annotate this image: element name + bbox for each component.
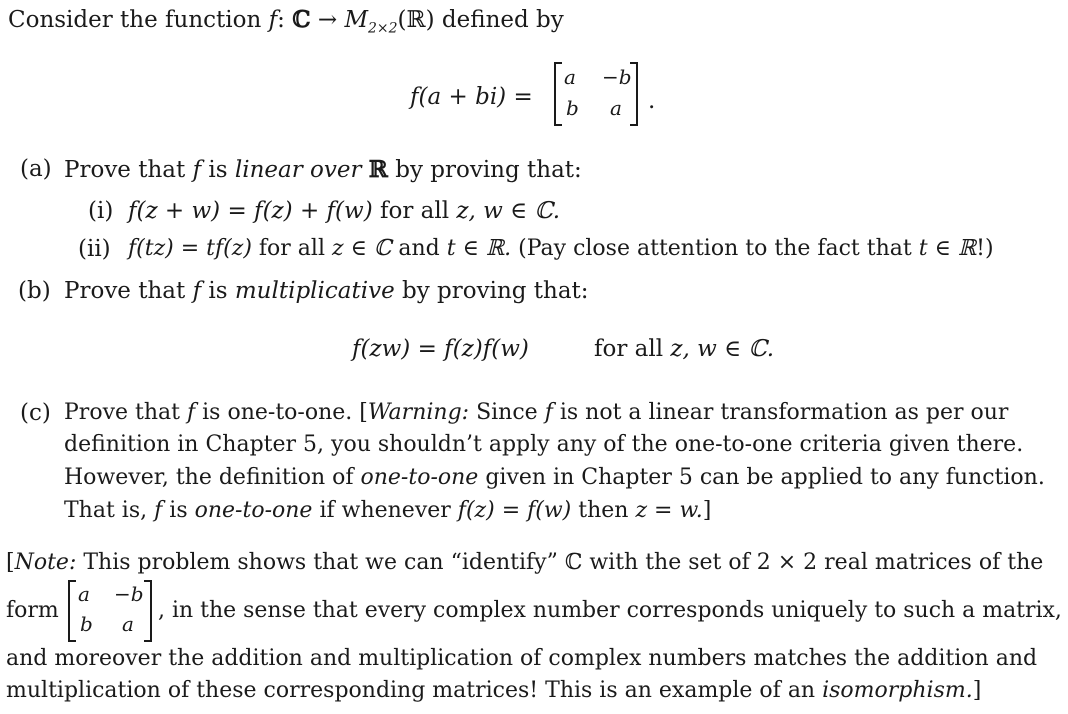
part-a-text: Prove that	[64, 157, 186, 183]
part-c-text: is	[169, 498, 188, 523]
part-c-text: Since	[476, 400, 538, 425]
function-symbol: f	[268, 7, 278, 33]
matrix-entry: a	[564, 65, 576, 89]
note-text: multiplication of these corresponding matrices! This is an example of an	[6, 678, 816, 703]
one-to-one-emphasis: one-to-one	[360, 465, 479, 490]
real-set: ℝ	[368, 156, 388, 183]
bracket-close: ]	[702, 498, 712, 523]
defined-by-text: defined by	[441, 7, 564, 33]
matrix-entry: a	[610, 96, 622, 120]
real-set: (ℝ)	[397, 7, 435, 33]
matrix-entry: −b	[602, 65, 632, 89]
part-b-quantifier	[594, 338, 774, 361]
isomorphism-emphasis: isomorphism.	[822, 678, 973, 703]
part-c-text: is not a linear transformation as per our	[559, 400, 1009, 425]
bracket-close: ]	[972, 678, 982, 703]
for-all-text: for all	[594, 336, 664, 362]
part-a-ii-label: (ii)	[78, 236, 111, 262]
warning-label: Warning:	[367, 400, 470, 425]
part-a-label: (a)	[20, 156, 52, 182]
part-a-text: is	[208, 157, 228, 183]
one-to-one-emphasis: one-to-one	[194, 498, 313, 523]
matrix-entry: a	[122, 612, 134, 636]
function-symbol: f	[154, 498, 163, 523]
function-symbol: f	[192, 157, 202, 183]
part-c-text: given in Chapter 5 can be applied to any function.	[485, 465, 1045, 490]
quantifier-vars: z, w ∈ ℂ.	[670, 336, 775, 362]
note-label: Note:	[14, 550, 77, 575]
colon: :	[277, 7, 285, 33]
note-line-2: , in the sense that every complex number corresponds uniquely to such a matrix,	[158, 598, 1062, 623]
complex-set: ℂ	[292, 6, 311, 33]
quantifier-vars: z ∈ ℂ	[332, 236, 392, 261]
matrix-entry: b	[80, 612, 93, 636]
homogeneity-equation: f(tz) = tf(z)	[128, 236, 252, 261]
attention-note: (Pay close attention to the fact that	[518, 236, 912, 261]
part-c-line-2: definition in Chapter 5, you shouldn’t apply any of the one-to-one criteria given there.	[64, 432, 1024, 457]
matrix-entry: a	[78, 582, 90, 606]
part-a-i-label: (i)	[88, 198, 114, 224]
function-symbol: f	[192, 278, 202, 304]
part-a-ii	[128, 238, 994, 260]
part-c-line-4	[64, 500, 711, 522]
part-c-text: However, the definition of	[64, 465, 354, 490]
part-a-prompt	[64, 158, 582, 182]
function-symbol: f	[544, 400, 553, 425]
quantifier-vars: z, w ∈ ℂ.	[456, 198, 561, 224]
note-line-4	[6, 680, 981, 702]
attention-note-end: !)	[976, 236, 994, 261]
injectivity-conclusion: z = w.	[635, 498, 703, 523]
for-all-text: for all	[379, 198, 450, 224]
part-c-label: (c)	[20, 400, 51, 426]
part-c-text: Prove that	[64, 400, 180, 425]
note-line-3: and moreover the addition and multiplication of complex numbers matches the addition and	[6, 646, 1038, 671]
part-b-text: Prove that	[64, 278, 186, 304]
multiplicativity-equation: f(zw) = f(z)f(w)	[352, 336, 529, 362]
additivity-equation: f(z + w) = f(z) + f(w)	[128, 198, 373, 224]
part-c-text: is one-to-one. [	[202, 400, 368, 425]
matrix-space-symbol: M	[344, 7, 368, 33]
note-form-text: form	[6, 598, 59, 623]
note-matrix	[68, 582, 152, 640]
and-text: and	[398, 236, 440, 261]
part-c-line-1	[64, 402, 1008, 424]
part-b-label: (b)	[18, 278, 51, 304]
matrix-space-subscript: 2×2	[368, 20, 398, 37]
part-c-text: then	[578, 498, 629, 523]
definition-period: .	[648, 88, 656, 114]
injectivity-condition: f(z) = f(w)	[457, 498, 572, 523]
definition-matrix	[554, 64, 638, 124]
matrix-entry: −b	[114, 582, 144, 606]
intro-line	[8, 8, 564, 36]
part-b-prompt	[64, 280, 589, 303]
intro-text: Consider the function	[8, 7, 262, 33]
multiplicative-emphasis: multiplicative	[234, 278, 395, 304]
part-c-line-3	[64, 467, 1045, 489]
note-text: This problem shows that we can “identify” ℂ with the set of 2 × 2 real matrices of the	[83, 550, 1044, 575]
quantifier-vars: t ∈ ℝ.	[446, 236, 512, 261]
part-b-text: by proving that:	[402, 278, 589, 304]
part-a-text: by proving that:	[395, 157, 582, 183]
arrow-symbol: →	[317, 7, 338, 33]
attention-note-math: t ∈ ℝ	[918, 236, 977, 261]
part-b-text: is	[208, 278, 228, 304]
function-symbol: f	[186, 400, 196, 425]
for-all-text: for all	[258, 236, 325, 261]
part-c-text: That is,	[64, 498, 148, 523]
part-a-i	[128, 200, 560, 223]
part-c-text: if whenever	[319, 498, 451, 523]
note-line-1	[6, 552, 1043, 574]
bracket-open: [	[6, 550, 15, 575]
definition-lhs: f(a + bi) =	[410, 84, 533, 110]
linear-over-emphasis: linear over	[234, 157, 362, 183]
matrix-entry: b	[566, 96, 579, 120]
